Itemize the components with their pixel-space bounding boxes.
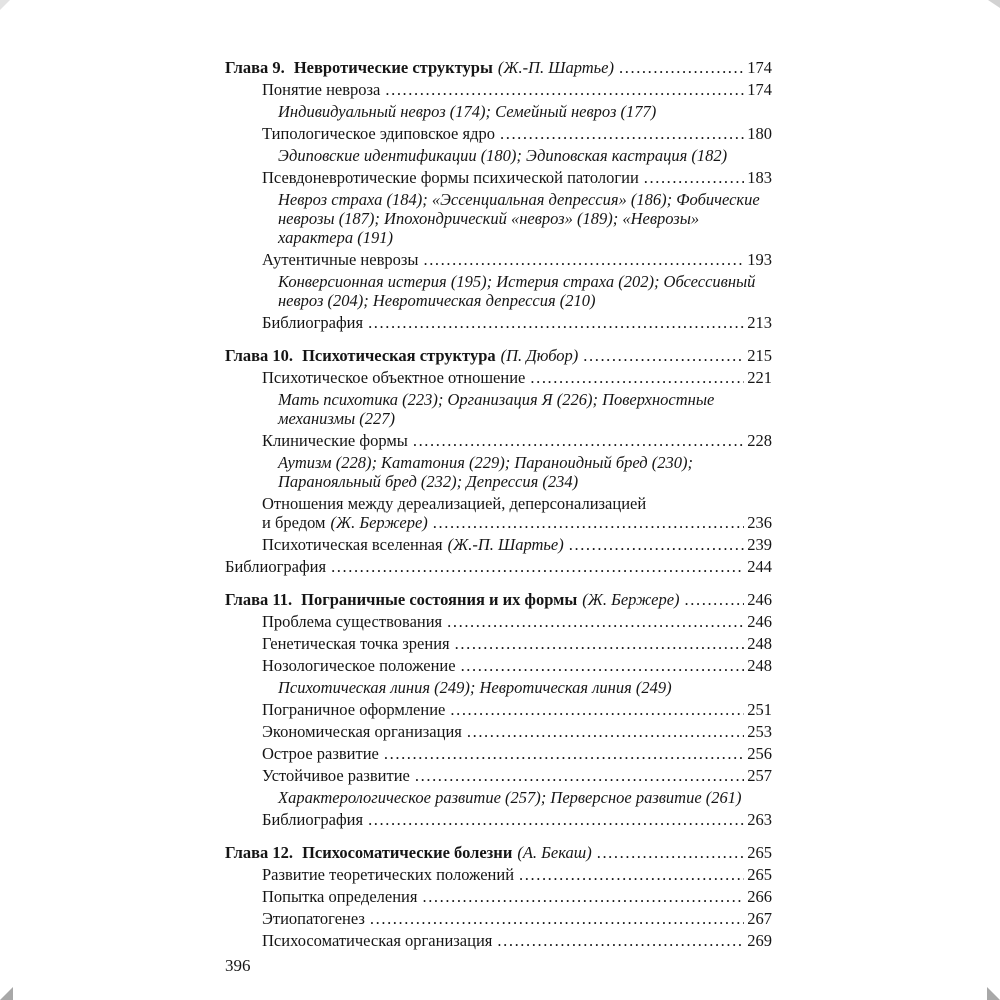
entry-page-number: 180 <box>747 124 772 143</box>
chapter-label: Глава 9. <box>225 58 285 77</box>
chapter-label: Глава 12. <box>225 843 294 862</box>
entry-title: Психотическая вселенная <box>262 535 443 554</box>
dot-leader <box>519 865 744 884</box>
entry-page-number: 183 <box>747 168 772 187</box>
toc-entry <box>225 931 772 950</box>
toc-chapter-entry <box>225 590 772 609</box>
entry-author: (Ж.-П. Шартье) <box>447 535 564 554</box>
toc-entry <box>225 557 772 576</box>
toc-subsection-text: Конверсионная истерия (195); Истерия страха (202); Обсессивный невроз (204); Невротическая депрессия (210) <box>278 272 756 310</box>
toc-entry <box>225 535 772 554</box>
entry-title: Пограничные состояния и их формы <box>301 590 578 609</box>
dot-leader <box>450 700 744 719</box>
entry-page-number: 246 <box>747 612 772 631</box>
toc-entry <box>225 909 772 928</box>
dot-leader <box>461 656 745 675</box>
toc-entry <box>225 513 772 532</box>
entry-page-number: 239 <box>747 535 772 554</box>
entry-title: Экономическая организация <box>262 722 462 741</box>
chapter-label: Глава 11. <box>225 590 293 609</box>
toc-subsection-text: Невроз страха (184); «Эссенциальная депрессия» (186); Фобические неврозы (187); Ипохондрический «невроз» (189); «Неврозы» характера (191) <box>278 190 760 247</box>
entry-page-number: 228 <box>747 431 772 450</box>
dot-leader <box>368 810 744 829</box>
toc-entry <box>225 494 772 513</box>
toc-entry <box>225 612 772 631</box>
toc-entry <box>225 656 772 675</box>
dot-leader <box>368 313 744 332</box>
entry-page-number: 253 <box>747 722 772 741</box>
dot-leader <box>423 250 744 269</box>
toc-subsection-list <box>225 146 772 165</box>
toc-subsection-list <box>225 678 772 697</box>
entry-title: Попытка определения <box>262 887 418 906</box>
entry-title: Генетическая точка зрения <box>262 634 450 653</box>
entry-page-number: 263 <box>747 810 772 829</box>
toc-entry <box>225 313 772 332</box>
toc-entry <box>225 700 772 719</box>
toc-entry <box>225 810 772 829</box>
toc-entry <box>225 865 772 884</box>
toc-chapter-entry <box>225 58 772 77</box>
entry-title: Библиография <box>262 810 364 829</box>
entry-page-number: 265 <box>747 843 772 862</box>
entry-author: (Ж. Бержере) <box>330 513 428 532</box>
entry-title: Отношения между дереализацией, деперсонализацией <box>262 494 647 513</box>
entry-title: Острое развитие <box>262 744 379 763</box>
dot-leader <box>370 909 744 928</box>
toc-subsection-list <box>225 190 772 247</box>
entry-title: Проблема существования <box>262 612 443 631</box>
entry-page-number: 174 <box>747 80 772 99</box>
entry-author: (А. Бекаш) <box>517 843 592 862</box>
entry-page-number: 266 <box>747 887 772 906</box>
toc-subsection-list <box>225 102 772 121</box>
toc <box>225 58 772 950</box>
entry-title: Библиография <box>262 313 364 332</box>
toc-subsection-list <box>225 390 772 428</box>
dot-leader <box>569 535 745 554</box>
folio-page-number: 396 <box>225 956 251 975</box>
entry-title: Развитие теоретических положений <box>262 865 515 884</box>
dot-leader <box>413 431 744 450</box>
entry-title: Аутентичные неврозы <box>262 250 419 269</box>
toc-subsection-text: Характерологическое развитие (257); Перверсное развитие (261) <box>278 788 742 807</box>
entry-page-number: 215 <box>747 346 772 365</box>
entry-title: Психосоматическая организация <box>262 931 493 950</box>
dot-leader <box>583 346 744 365</box>
toc-entry <box>225 368 772 387</box>
dot-leader <box>497 931 744 950</box>
entry-page-number: 269 <box>747 931 772 950</box>
entry-author: (Ж. Бержере) <box>582 590 680 609</box>
toc-subsection-text: Аутизм (228); Кататония (229); Параноидный бред (230); Паранояльный бред (232); Депрессия (234) <box>278 453 693 491</box>
entry-title: Клинические формы <box>262 431 408 450</box>
toc-subsection-list <box>225 272 772 310</box>
entry-title: Психосоматические болезни <box>302 843 513 862</box>
toc-entry <box>225 124 772 143</box>
toc-entry <box>225 766 772 785</box>
entry-title: и бредом <box>262 513 326 532</box>
entry-page-number: 267 <box>747 909 772 928</box>
dot-leader <box>455 634 745 653</box>
page-corner-shadow-bottom-left <box>0 987 13 1000</box>
entry-title: Нозологическое положение <box>262 656 456 675</box>
dot-leader <box>415 766 744 785</box>
dot-leader <box>433 513 744 532</box>
dot-leader <box>619 58 744 77</box>
dot-leader <box>530 368 744 387</box>
entry-title: Понятие невроза <box>262 80 381 99</box>
entry-page-number: 246 <box>747 590 772 609</box>
entry-title: Этиопатогенез <box>262 909 365 928</box>
entry-author: (Ж.-П. Шартье) <box>497 58 615 77</box>
entry-title: Устойчивое развитие <box>262 766 410 785</box>
entry-page-number: 244 <box>747 557 772 576</box>
entry-page-number: 248 <box>747 634 772 653</box>
entry-title: Психотическая структура <box>302 346 496 365</box>
dot-leader <box>447 612 744 631</box>
entry-page-number: 193 <box>747 250 772 269</box>
entry-title: Библиография <box>225 557 327 576</box>
dot-leader <box>500 124 744 143</box>
toc-subsection-list <box>225 788 772 807</box>
dot-leader <box>422 887 744 906</box>
dot-leader <box>644 168 744 187</box>
entry-page-number: 257 <box>747 766 772 785</box>
toc-chapter-entry <box>225 843 772 862</box>
toc-entry <box>225 722 772 741</box>
toc-subsection-text: Индивидуальный невроз (174); Семейный невроз (177) <box>278 102 657 121</box>
entry-page-number: 248 <box>747 656 772 675</box>
entry-page-number: 213 <box>747 313 772 332</box>
page-corner-shadow-top-left <box>0 0 10 10</box>
chapter-label: Глава 10. <box>225 346 294 365</box>
toc-subsection-text: Психотическая линия (249); Невротическая линия (249) <box>278 678 672 697</box>
entry-title: Психотическое объектное отношение <box>262 368 526 387</box>
entry-page-number: 221 <box>747 368 772 387</box>
dot-leader <box>467 722 744 741</box>
toc-subsection-list <box>225 453 772 491</box>
entry-page-number: 236 <box>747 513 772 532</box>
toc-subsection-text: Эдиповские идентификации (180); Эдиповская кастрация (182) <box>278 146 728 165</box>
entry-author: (П. Дюбор) <box>500 346 579 365</box>
toc-entry <box>225 744 772 763</box>
dot-leader <box>685 590 745 609</box>
dot-leader <box>331 557 744 576</box>
dot-leader <box>384 744 744 763</box>
toc-chapter-entry <box>225 346 772 365</box>
entry-page-number: 265 <box>747 865 772 884</box>
toc-entry <box>225 887 772 906</box>
toc-entry <box>225 80 772 99</box>
entry-page-number: 174 <box>747 58 772 77</box>
page-corner-shadow-top-right <box>988 0 1000 8</box>
entry-title: Невротические структуры <box>293 58 493 77</box>
dot-leader <box>385 80 744 99</box>
entry-title: Псевдоневротические формы психической патологии <box>262 168 639 187</box>
entry-title: Типологическое эдиповское ядро <box>262 124 495 143</box>
dot-leader <box>597 843 745 862</box>
toc-entry <box>225 431 772 450</box>
entry-title: Пограничное оформление <box>262 700 446 719</box>
toc-subsection-text: Мать психотика (223); Организация Я (226); Поверхностные механизмы (227) <box>278 390 715 428</box>
entry-page-number: 256 <box>747 744 772 763</box>
entry-page-number: 251 <box>747 700 772 719</box>
toc-entry <box>225 168 772 187</box>
toc-entry <box>225 634 772 653</box>
page-corner-shadow-bottom-right <box>987 987 1000 1000</box>
toc-entry <box>225 250 772 269</box>
